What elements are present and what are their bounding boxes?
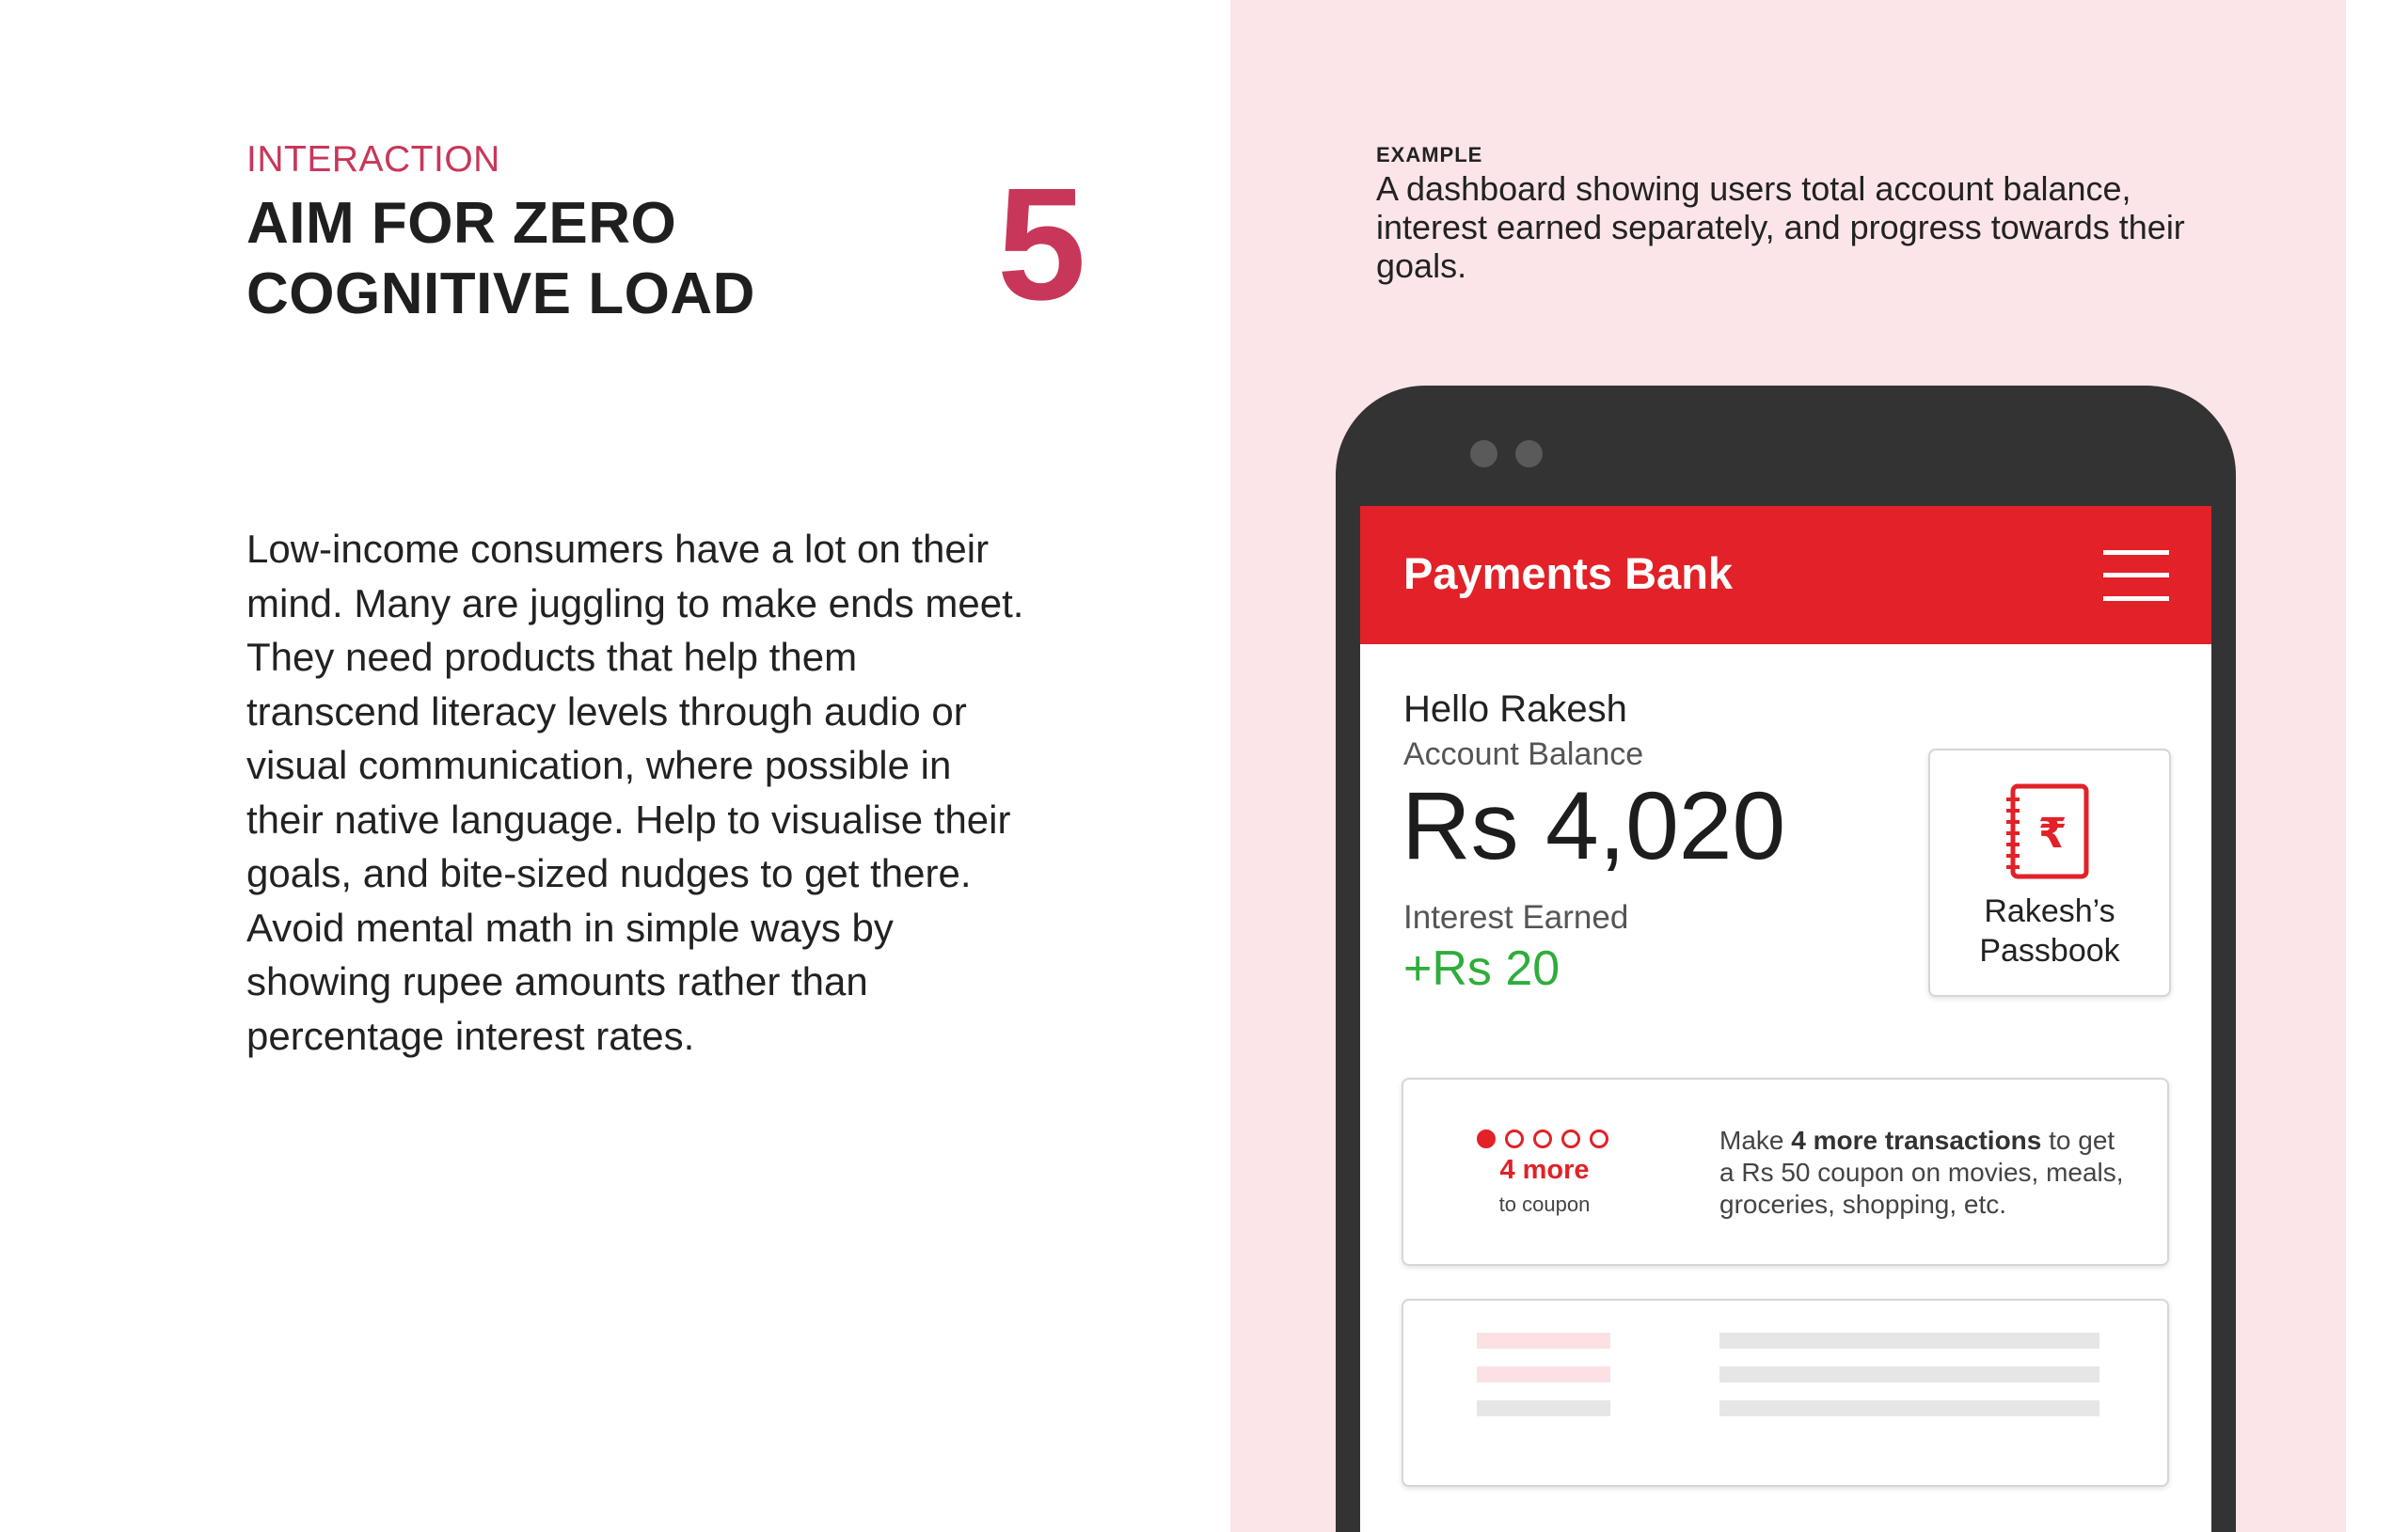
coupon-description (1719, 1125, 2124, 1221)
passbook-label-line-1: Rakesh’s (1984, 893, 2115, 929)
camera-dot (1470, 440, 1497, 467)
sensor-dot (1515, 440, 1543, 467)
example-description: A dashboard showing users total account balance, interest earned separately, and progress towards their goals. (1376, 169, 2185, 285)
interest-earned: +Rs 20 (1403, 941, 1560, 996)
coupon-text-suffix: to get a Rs 50 coupon on movies, meals, groceries, shopping, etc. (1719, 1126, 2124, 1219)
app-bar (1360, 506, 2211, 644)
rupee-passbook-icon (2004, 782, 2094, 885)
section-kicker: INTERACTION (246, 139, 500, 180)
placeholder-bar (1477, 1366, 1610, 1382)
balance-label: Account Balance (1403, 736, 1644, 772)
coupon-progress-card[interactable] (1402, 1078, 2169, 1266)
example-label: EXAMPLE (1376, 143, 1483, 166)
progress-dot-complete (1477, 1129, 1496, 1148)
progress-dot-pending (1533, 1129, 1552, 1148)
title-line-2: COGNITIVE LOAD (246, 261, 755, 326)
remaining-caption: to coupon (1498, 1192, 1591, 1216)
app-title: Payments Bank (1403, 548, 1734, 598)
placeholder-bar (1477, 1400, 1610, 1416)
progress-dots (1477, 1129, 1608, 1148)
principle-body: Low-income consumers have a lot on their mind. Many are juggling to make ends meet. They need products that help them transcend literacy levels through audio or visual communication, where possible in their native language. Help to visualise their goals, and bite-sized nudges to get there. Avoid mental math in simple ways by showing rupee amounts rather than percentage interest rates. (246, 527, 1024, 1058)
passbook-label (1930, 892, 2169, 971)
title-line-1: AIM FOR ZERO (246, 191, 677, 256)
passbook-label-line-2: Passbook (1979, 933, 2120, 969)
principle-number: 5 (997, 155, 1086, 334)
interest-label: Interest Earned (1403, 899, 1629, 936)
placeholder-bar (1719, 1400, 2099, 1416)
passbook-button[interactable] (1928, 749, 2171, 997)
phone-screen (1360, 506, 2211, 1532)
progress-dot-pending (1561, 1129, 1580, 1148)
placeholder-bar (1719, 1333, 2099, 1349)
remaining-count: 4 more (1499, 1155, 1590, 1185)
progress-dot-pending (1590, 1129, 1608, 1148)
phone-mockup (1336, 386, 2236, 1532)
principle-title (246, 188, 755, 329)
placeholder-bar (1719, 1366, 2099, 1382)
greeting: Hello Rakesh (1403, 688, 1627, 730)
example-panel (1230, 0, 2346, 1532)
progress-dot-pending (1505, 1129, 1524, 1148)
hamburger-menu-icon[interactable] (2103, 550, 2169, 601)
coupon-text-prefix: Make (1719, 1126, 1792, 1155)
placeholder-card (1402, 1299, 2169, 1487)
account-balance: Rs 4,020 (1402, 772, 1786, 879)
placeholder-bar (1477, 1333, 1610, 1349)
coupon-text-bold: 4 more transactions (1791, 1126, 2042, 1155)
svg-text:₹: ₹ (2037, 810, 2067, 858)
